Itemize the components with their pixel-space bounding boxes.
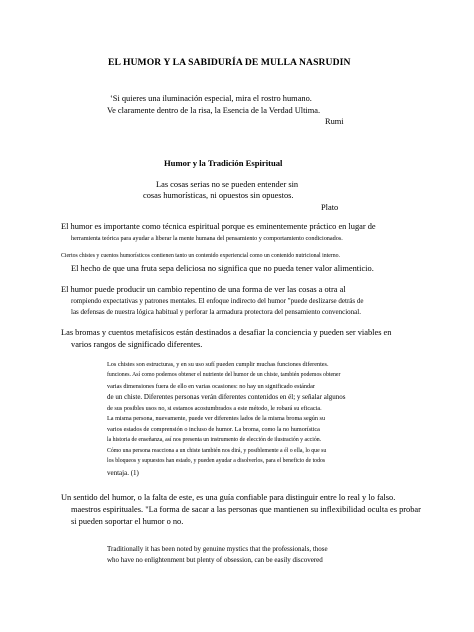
epigraph-author: Rumi bbox=[325, 117, 344, 126]
paragraph-line: who have no enlightenment but plenty of obsession, can be easily discovered bbox=[107, 556, 323, 564]
paragraph-line: las defensas de nuestra lógica habitual y perforar la armadura protectora del pensamiento convencional. bbox=[71, 308, 361, 316]
paragraph-line: si pueden soportar el humor o no. bbox=[71, 517, 184, 526]
blockquote-line: de un chiste. Diferentes personas verán diferentes contenidos en él; y señalar algunos bbox=[107, 393, 346, 401]
section-title: Humor y la Tradición Espiritual bbox=[164, 158, 283, 168]
document-title: EL HUMOR Y LA SABIDURÍA DE MULLA NASRUDIN bbox=[108, 57, 351, 68]
blockquote-line: La misma persona, nuevamente, puede ver diferentes lados de la misma broma según su bbox=[107, 415, 326, 422]
epigraph-line: cosas humorísticas, ni opuestos sin opuestos. bbox=[143, 191, 294, 200]
epigraph-line: Las cosas serias no se pueden entender sin bbox=[156, 180, 299, 189]
blockquote-line: ventaja. (1) bbox=[107, 469, 139, 477]
paragraph-line: El humor puede producir un cambio repentino de una forma de ver las cosas a otra al bbox=[61, 285, 346, 294]
blockquote-line: Cómo una persona reacciona a un chiste también nos dirá, y posiblemente a él o ella, lo que su bbox=[107, 448, 327, 454]
epigraph-line: ʽSi quieres una iluminación especial, mira el rostro humano. bbox=[110, 94, 312, 103]
paragraph-line: Un sentido del humor, o la falta de este, es una guía confiable para distinguir entre lo real y lo falso. bbox=[61, 493, 396, 502]
blockquote-line: varios estados de comprensión o incluso de humor. La broma, como la no humorística bbox=[107, 426, 320, 433]
paragraph-line: El hecho de que una fruta sepa deliciosa no significa que no pueda tener valor alimenticio. bbox=[71, 264, 374, 273]
blockquote-line: los bloqueos y supuestos han estado, y pueden ayudar a disolverlos, para el beneficio de todos bbox=[107, 458, 326, 464]
paragraph-line: Traditionally it has been noted by genuine mystics that the professionals, those bbox=[107, 545, 328, 553]
paragraph-line: El humor es importante como técnica espiritual porque es eminentemente práctico en lugar de bbox=[61, 222, 376, 231]
paragraph-line: herramienta teórica para ayudar a liberar la mente humana del pensamiento y comportamiento condicionados. bbox=[71, 235, 343, 242]
paragraph-line: maestros espirituales. "La forma de sacar a las personas que mantienen su inflexibilidad oculta es probar bbox=[71, 505, 421, 514]
blockquote-line: Los chistes son estructuras, y en su uso sufí pueden cumplir muchas funciones diferentes. bbox=[107, 361, 329, 368]
blockquote-line: de sus posibles usos no, si estamos acostumbrados a este método, le robará su eficacia. bbox=[107, 405, 322, 412]
paragraph-line: Las bromas y cuentos metafísicos están destinados a desafiar la conciencia y pueden ser viables en bbox=[61, 328, 392, 337]
paragraph-line: rompiendo expectativas y patrones mentales. El enfoque indirecto del humor "puede deslizarse detrás de bbox=[71, 297, 364, 305]
blockquote-line: la historia de enseñanza, así nos presenta un instrumento de elección de ilustración y acción. bbox=[107, 437, 322, 443]
blockquote-line: funciones. Así como podemos obtener el nutriente del humor de un chiste, también podemos obtener bbox=[107, 372, 341, 378]
paragraph-line: Ciertos chistes y cuentos humorísticos contienen tanto un contenido experiencial como un contenido nutricional interno. bbox=[61, 253, 340, 259]
epigraph-line: Ve claramente dentro de la risa, la Esencia de la Verdad Ultima. bbox=[107, 106, 321, 115]
blockquote-line: varias dimensiones fuera de ello en varias ocasiones: no hay un significado estándar bbox=[107, 383, 315, 390]
epigraph-author: Plato bbox=[321, 203, 339, 212]
paragraph-line: varios rangos de significado diferentes. bbox=[71, 340, 203, 349]
